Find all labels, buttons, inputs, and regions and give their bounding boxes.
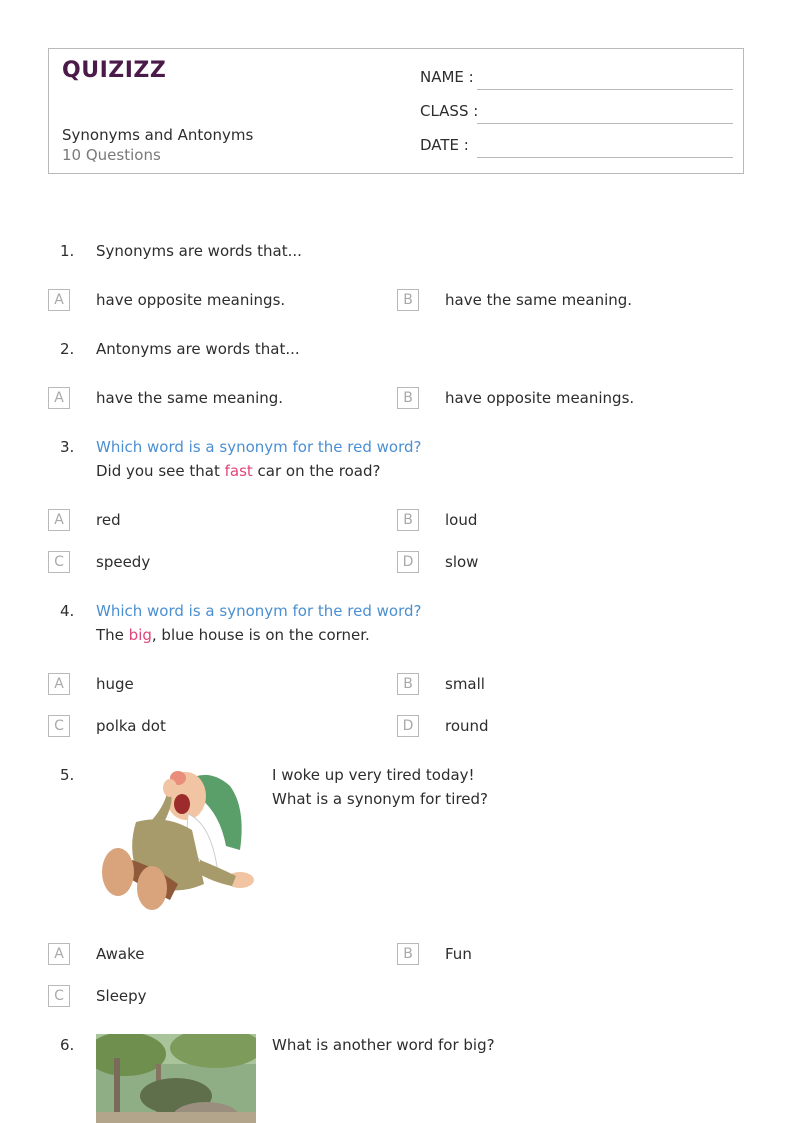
elephant-photo — [96, 1034, 256, 1123]
date-line[interactable] — [477, 157, 733, 158]
option-text: red — [96, 511, 121, 529]
option-text: speedy — [96, 553, 151, 571]
option-letter-box: C — [48, 715, 70, 737]
option-letter-box: A — [48, 943, 70, 965]
option-text: have opposite meanings. — [96, 291, 286, 309]
quizizz-logo: QUIZIZZ — [62, 58, 167, 83]
option-text: Awake — [96, 945, 145, 963]
question-sentence — [96, 623, 421, 647]
question-sentence — [96, 459, 421, 483]
option-text: have the same meaning. — [445, 291, 633, 309]
option-letter-box: C — [48, 985, 70, 1007]
option-text: Fun — [445, 945, 472, 963]
question-text — [272, 763, 488, 811]
option-letter-box: A — [48, 509, 70, 531]
question-number: 2. — [60, 340, 75, 358]
option-letter-box: B — [397, 289, 419, 311]
question-prompt-text: Which word is a synonym for the red word? — [96, 438, 422, 456]
option-text: round — [445, 717, 489, 735]
option-text: polka dot — [96, 717, 166, 735]
question-count: 10 Questions — [62, 146, 161, 164]
question-text: Synonyms are words that... — [96, 242, 302, 260]
question-line-1: I woke up very tired today! — [272, 766, 475, 784]
option-letter-box: A — [48, 387, 70, 409]
sentence-after: , blue house is on the corner. — [151, 626, 370, 644]
option-text: have opposite meanings. — [445, 389, 635, 407]
worksheet-title: Synonyms and Antonyms — [62, 126, 254, 144]
option-letter-box: B — [397, 509, 419, 531]
option-text: Sleepy — [96, 987, 147, 1005]
question-text: Antonyms are words that... — [96, 340, 300, 358]
option-letter-box: B — [397, 387, 419, 409]
highlighted-word: big — [128, 626, 152, 644]
option-letter-box: A — [48, 289, 70, 311]
option-letter-box: D — [397, 715, 419, 737]
question-number: 6. — [60, 1036, 75, 1054]
option-text: have the same meaning. — [96, 389, 284, 407]
question-prompt — [96, 435, 421, 483]
option-text: small — [445, 675, 485, 693]
option-letter-box: C — [48, 551, 70, 573]
class-label: CLASS : — [420, 102, 479, 120]
class-line[interactable] — [477, 123, 733, 124]
sentence-after: car on the road? — [252, 462, 381, 480]
option-text: slow — [445, 553, 479, 571]
worksheet-header — [48, 48, 744, 174]
option-text: loud — [445, 511, 478, 529]
question-prompt-text: Which word is a synonym for the red word? — [96, 602, 422, 620]
question-line-2: What is a synonym for tired? — [272, 790, 489, 808]
sleepy-dwarf-image — [96, 764, 258, 916]
option-letter-box: D — [397, 551, 419, 573]
highlighted-word: fast — [224, 462, 253, 480]
option-letter-box: B — [397, 943, 419, 965]
sentence-before: The — [96, 626, 129, 644]
question-number: 4. — [60, 602, 75, 620]
date-label: DATE : — [420, 136, 469, 154]
option-text: huge — [96, 675, 134, 693]
option-letter-box: A — [48, 673, 70, 695]
option-letter-box: B — [397, 673, 419, 695]
question-text: What is another word for big? — [272, 1036, 495, 1054]
sentence-before: Did you see that — [96, 462, 225, 480]
question-number: 1. — [60, 242, 75, 260]
question-number: 3. — [60, 438, 75, 456]
name-label: NAME : — [420, 68, 474, 86]
question-prompt — [96, 599, 421, 647]
question-number: 5. — [60, 766, 75, 784]
name-line[interactable] — [477, 89, 733, 90]
